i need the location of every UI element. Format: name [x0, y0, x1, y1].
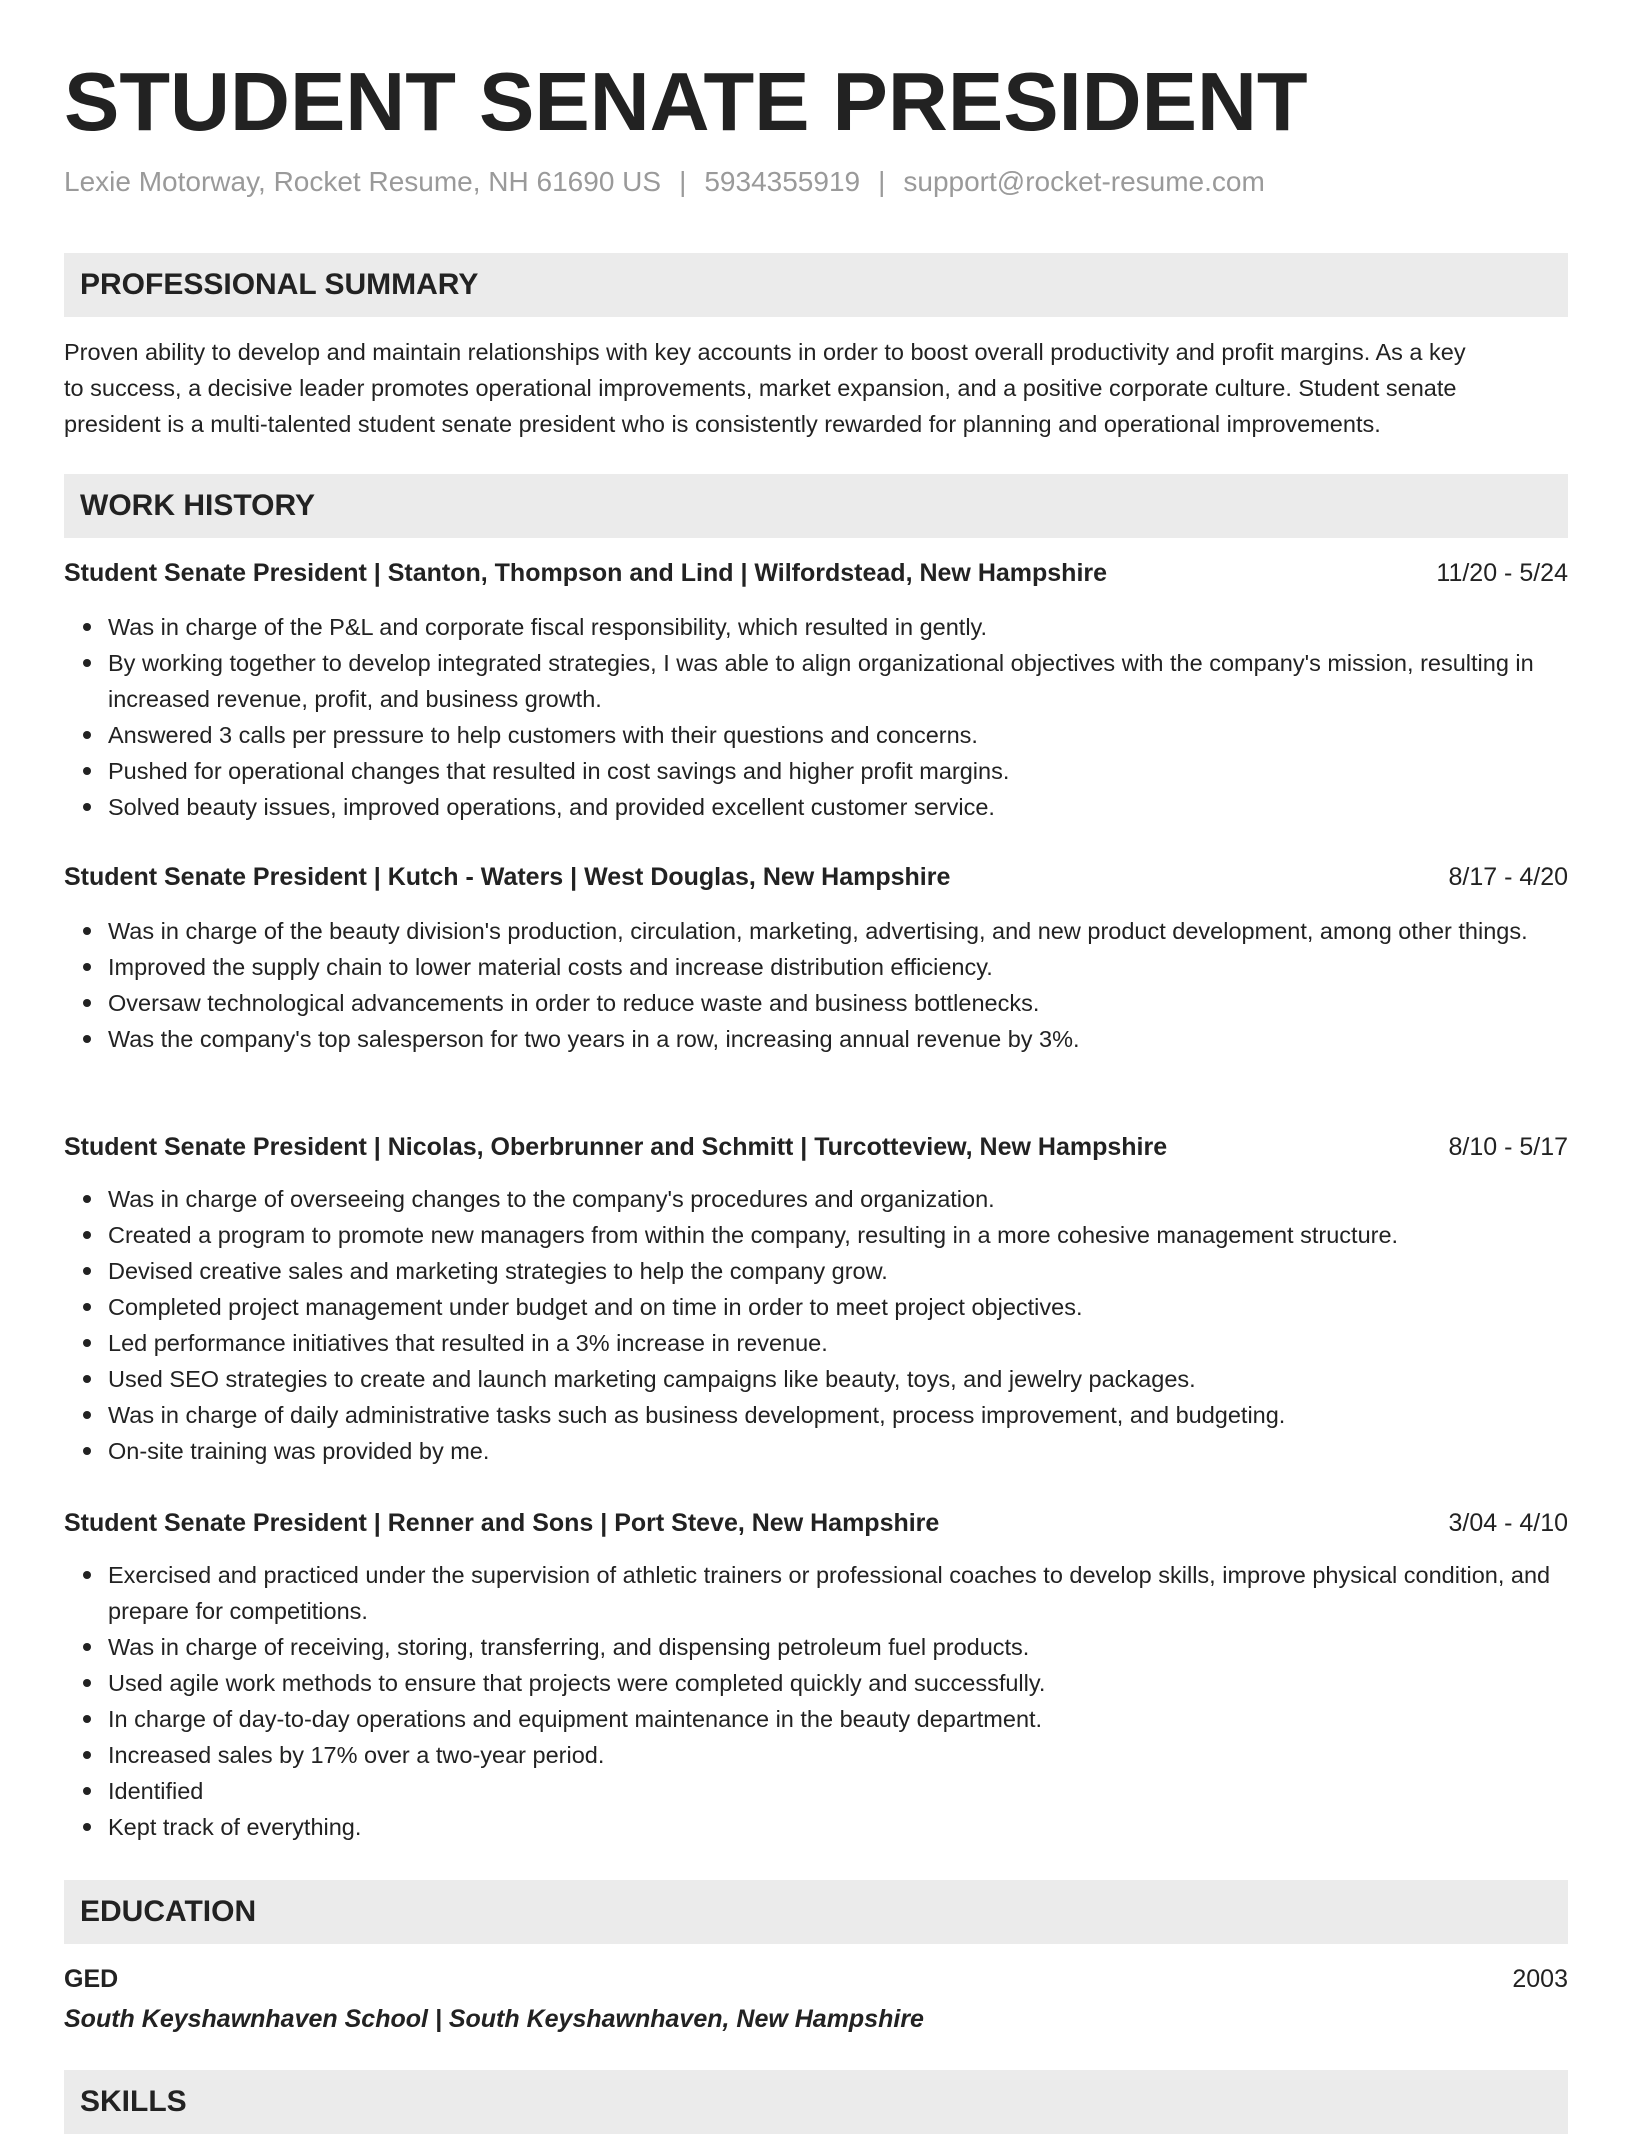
job-title: Student Senate President | Nicolas, Oberbrunner and Schmitt | Turcotteview, New Hampshire	[64, 1133, 1168, 1161]
job-bullet: Answered 3 calls per pressure to help customers with their questions and concerns.	[108, 717, 1568, 753]
job-bullet: Improved the supply chain to lower material costs and increase distribution efficiency.	[108, 949, 1568, 985]
job-dates: 8/10 - 5/17	[1448, 1133, 1568, 1161]
job-title: Student Senate President | Kutch - Waters | West Douglas, New Hampshire	[64, 863, 951, 891]
contact-address: Lexie Motorway, Rocket Resume, NH 61690 US	[64, 166, 662, 197]
job-bullet: Used SEO strategies to create and launch marketing campaigns like beauty, toys, and jewelry packages.	[108, 1361, 1568, 1397]
job-bullet: Pushed for operational changes that resulted in cost savings and higher profit margins.	[108, 753, 1568, 789]
job-bullet: On-site training was provided by me.	[108, 1433, 1568, 1469]
job-bullet: Was in charge of daily administrative tasks such as business development, process improvement, and budgeting.	[108, 1397, 1568, 1433]
job-bullet: Was in charge of the P&L and corporate fiscal responsibility, which resulted in gently.	[108, 609, 1568, 645]
job-dates: 11/20 - 5/24	[1436, 559, 1568, 587]
job-header	[64, 1129, 1568, 1165]
job-bullet: Was in charge of overseeing changes to the company's procedures and organization.	[108, 1181, 1568, 1217]
job-bullets	[64, 1557, 1568, 1845]
job-bullet: Devised creative sales and marketing strategies to help the company grow.	[108, 1253, 1568, 1289]
education-degree-row	[64, 1961, 1568, 1997]
job-bullet: Was the company's top salesperson for two years in a row, increasing annual revenue by 3%.	[108, 1021, 1568, 1057]
contact-phone[interactable]: 5934355919	[704, 166, 861, 197]
job-header	[64, 1505, 1568, 1541]
summary-line: Proven ability to develop and maintain relationships with key accounts in order to boost overall productivity and profit margins. As a key	[64, 339, 1466, 365]
job-dates: 3/04 - 4/10	[1448, 1509, 1568, 1537]
section-heading-education: EDUCATION	[64, 1880, 1568, 1944]
summary-line: president is a multi-talented student senate president who is consistently rewarded for planning and operational improvements.	[64, 411, 1381, 437]
contact-line	[64, 166, 1265, 198]
contact-separator: |	[679, 166, 687, 197]
job-bullet: Led performance initiatives that resulted in a 3% increase in revenue.	[108, 1325, 1568, 1361]
section-heading-summary: PROFESSIONAL SUMMARY	[64, 253, 1568, 317]
job-bullet: Used agile work methods to ensure that projects were completed quickly and successfully.	[108, 1665, 1568, 1701]
job-bullet: Was in charge of the beauty division's production, circulation, marketing, advertising, and new product development, among other things.	[108, 913, 1568, 949]
job-bullets	[64, 913, 1568, 1057]
job-header	[64, 859, 1568, 895]
job-bullet: Kept track of everything.	[108, 1809, 1568, 1845]
job-bullet: Solved beauty issues, improved operations, and provided excellent customer service.	[108, 789, 1568, 825]
education-degree: GED	[64, 1965, 119, 1993]
education-year: 2003	[1512, 1965, 1568, 1993]
job-bullets	[64, 1181, 1568, 1469]
section-heading-work-history: WORK HISTORY	[64, 474, 1568, 538]
job-bullet: Increased sales by 17% over a two-year period.	[108, 1737, 1568, 1773]
summary-line: to success, a decisive leader promotes operational improvements, market expansion, and a positive corporate culture. Student senate	[64, 375, 1457, 401]
job-title: Student Senate President | Stanton, Thompson and Lind | Wilfordstead, New Hampshire	[64, 559, 1108, 587]
job-bullet: Oversaw technological advancements in order to reduce waste and business bottlenecks.	[108, 985, 1568, 1021]
job-bullet: In charge of day-to-day operations and equipment maintenance in the beauty department.	[108, 1701, 1568, 1737]
job-bullet: Completed project management under budget and on time in order to meet project objectives.	[108, 1289, 1568, 1325]
resume-title: STUDENT SENATE PRESIDENT	[64, 55, 1308, 148]
job-bullet: Identified	[108, 1773, 1568, 1809]
job-title: Student Senate President | Renner and Sons | Port Steve, New Hampshire	[64, 1509, 940, 1537]
contact-separator: |	[878, 166, 886, 197]
job-bullet: Exercised and practiced under the supervision of athletic trainers or professional coaches to develop skills, improve physical condition, and prepare for competitions.	[108, 1557, 1568, 1629]
education-school: South Keyshawnhaven School | South Keyshawnhaven, New Hampshire	[64, 2005, 924, 2033]
section-heading-skills: SKILLS	[64, 2070, 1568, 2134]
summary-text	[64, 334, 1568, 442]
contact-email[interactable]: support@rocket-resume.com	[903, 166, 1265, 197]
job-bullet: By working together to develop integrated strategies, I was able to align organizational objectives with the company's mission, resulting in increased revenue, profit, and business growth.	[108, 645, 1568, 717]
job-bullet: Created a program to promote new managers from within the company, resulting in a more cohesive management structure.	[108, 1217, 1568, 1253]
job-bullet: Was in charge of receiving, storing, transferring, and dispensing petroleum fuel products.	[108, 1629, 1568, 1665]
job-bullets	[64, 609, 1568, 825]
job-dates: 8/17 - 4/20	[1448, 863, 1568, 891]
job-header	[64, 555, 1568, 591]
